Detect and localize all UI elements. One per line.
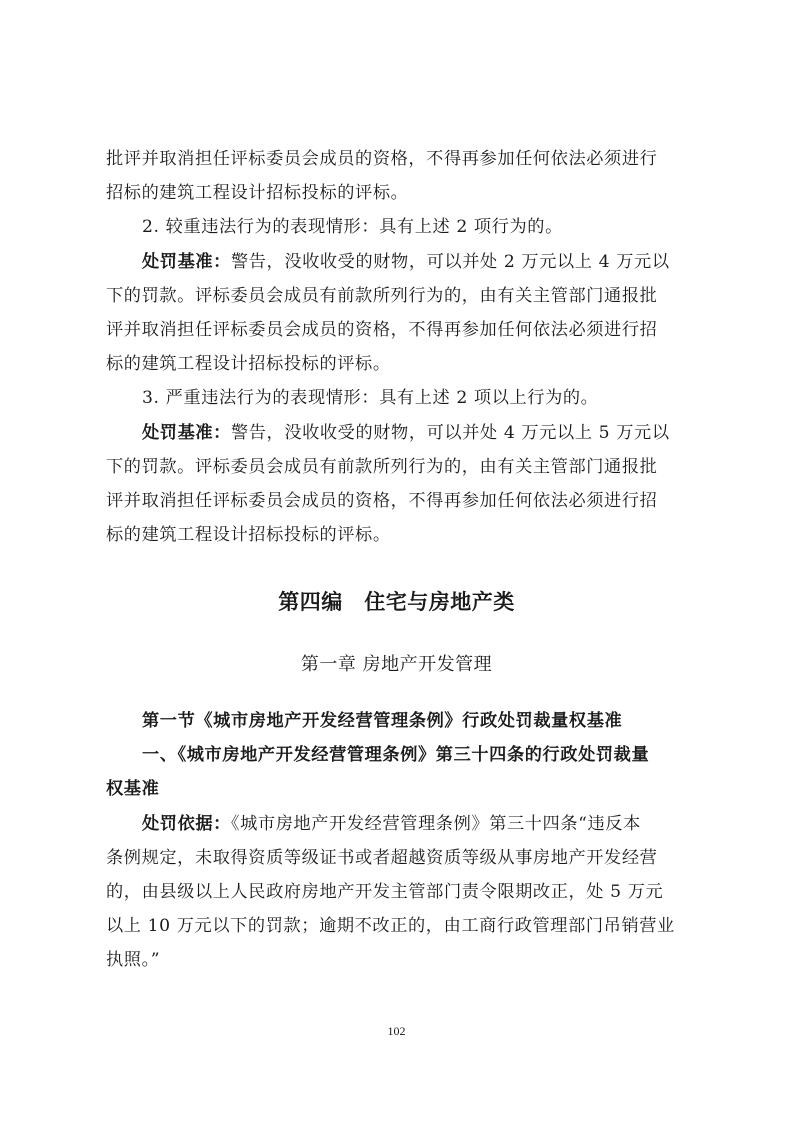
item-2-heading: 2. 较重违法行为的表现情形：具有上述 2 项行为的。 <box>142 217 563 238</box>
paragraph-line: 下的罚款。评标委员会成员有前款所列行为的，由有关主管部门通报批 <box>106 456 658 477</box>
chapter-title: 第一章 房地产开发管理 <box>300 654 493 675</box>
paragraph-line: 的，由县级以上人民政府房地产开发主管部门责令限期改正，处 5 万元 <box>106 881 664 902</box>
penalty-standard-label: 处罚基准： <box>142 251 231 272</box>
subsection-title-continued: 权基准 <box>106 779 160 800</box>
penalty-basis-line <box>106 807 682 841</box>
paragraph-line: 招标的建筑工程设计招标投标的评标。 <box>106 183 409 204</box>
paragraph-line: 下的罚款。评标委员会成员有前款所列行为的，由有关主管部门通报批 <box>106 285 658 306</box>
penalty-standard-label: 处罚基准： <box>142 422 231 443</box>
penalty-standard-line <box>106 245 682 279</box>
item-3-heading: 3. 严重违法行为的表现情形：具有上述 2 项以上行为的。 <box>142 388 599 409</box>
paragraph-line: 以上 10 万元以下的罚款；逾期不改正的，由工商行政管理部门吊销营业 <box>106 916 675 937</box>
page-number: 102 <box>387 1024 406 1038</box>
paragraph-line: 评并取消担任评标委员会成员的资格，不得再参加任何依法必须进行招 <box>106 319 658 340</box>
upper-text-block <box>106 142 682 552</box>
paragraph-line: 条例规定，未取得资质等级证书或者超越资质等级从事房地产开发经营 <box>106 847 658 868</box>
paragraph-line: 批评并取消担任评标委员会成员的资格，不得再参加任何依法必须进行 <box>106 149 658 169</box>
penalty-standard-line <box>106 416 682 450</box>
paragraph-line: 标的建筑工程设计招标投标的评标。 <box>106 354 391 375</box>
section-title: 第一节《城市房地产开发经营管理条例》行政处罚裁量权基准 <box>142 711 623 731</box>
paragraph-line: 评并取消担任评标委员会成员的资格，不得再参加任何依法必须进行招 <box>106 490 658 511</box>
penalty-basis-text: 《城市房地产开发经营管理条例》第三十四条“违反本 <box>230 813 641 834</box>
penalty-basis-label: 处罚依据： <box>142 813 231 834</box>
part-title: 第四编 住宅与房地产类 <box>278 590 515 614</box>
paragraph-line: 执照。” <box>106 950 161 971</box>
penalty-standard-text: 警告，没收收受的财物，可以并处 2 万元以上 4 万元以 <box>230 251 670 272</box>
paragraph-line: 标的建筑工程设计招标投标的评标。 <box>106 525 391 546</box>
lower-text-block <box>106 704 682 978</box>
penalty-standard-text: 警告，没收收受的财物，可以并处 4 万元以上 5 万元以 <box>230 422 670 443</box>
subsection-title: 一、《城市房地产开发经营管理条例》第三十四条的行政处罚裁量 <box>142 745 650 766</box>
